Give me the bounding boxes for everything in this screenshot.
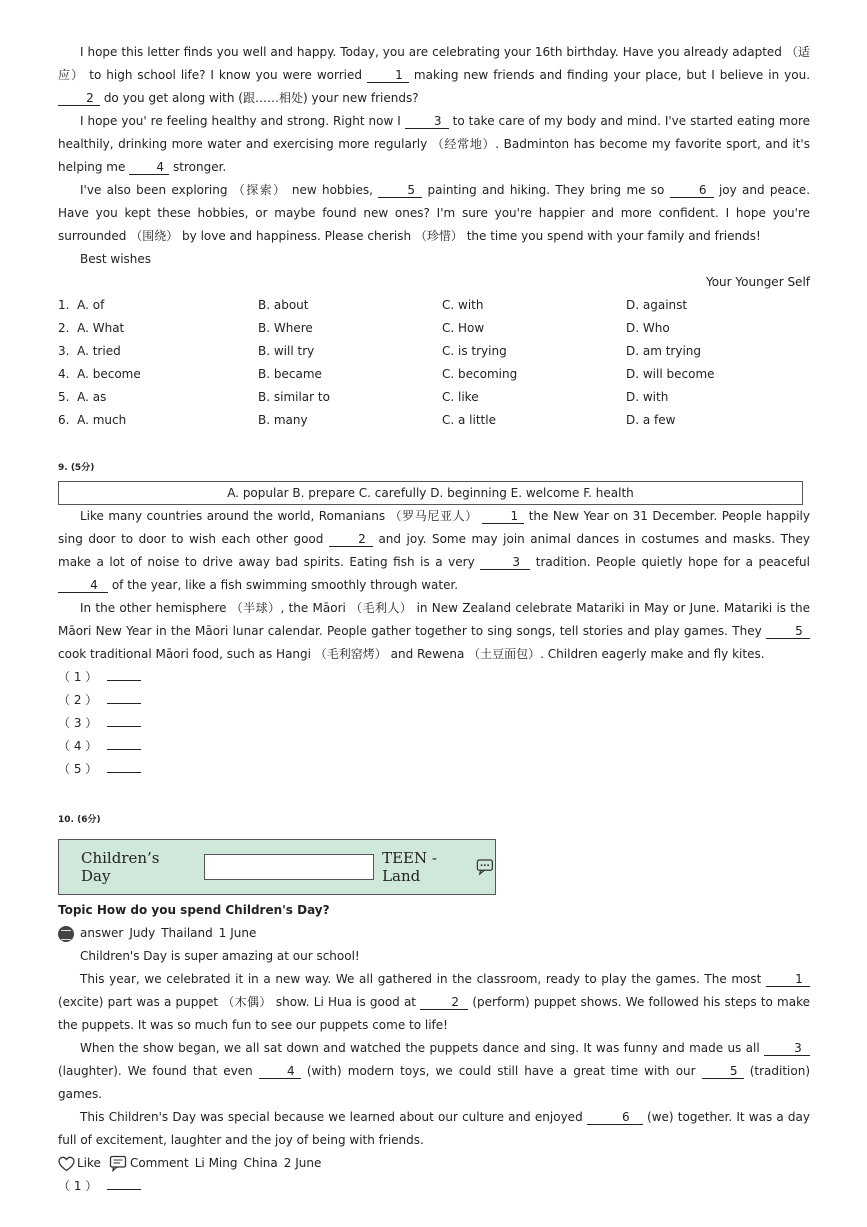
question-number: 1. xyxy=(58,298,70,312)
text: cook traditional Māori food, such as Hangi （毛利窑烤） and Rewena （土豆面包）. Children eagerly make and fly kites. xyxy=(58,647,765,661)
text: tradition. People quietly hope for a peaceful xyxy=(530,555,810,569)
option-b[interactable]: B. many xyxy=(258,413,308,427)
banner-search-box[interactable] xyxy=(204,854,374,880)
heart-icon[interactable] xyxy=(58,1156,75,1172)
text: making new friends and finding your place, but I believe in you. xyxy=(408,68,811,82)
answer-line-4[interactable] xyxy=(58,735,810,758)
question-10-header: 10. (6分) xyxy=(58,815,101,825)
answer-label: （ 4 ） xyxy=(58,739,98,753)
option-c[interactable]: C. a little xyxy=(442,413,496,427)
globe-icon xyxy=(58,926,74,942)
text: (we) together. It was a day full of excitement, laughter and the joy of being with friends. xyxy=(58,1110,810,1147)
blank-1: 1 xyxy=(367,68,409,83)
text: painting and hiking. They bring me so xyxy=(422,183,670,197)
text: (tradition) games. xyxy=(58,1064,810,1101)
answer-line-5[interactable] xyxy=(58,758,810,781)
question-number: 6. xyxy=(58,413,70,427)
banner-site-name: TEEN - Land xyxy=(382,849,437,885)
worksheet-page xyxy=(58,41,810,1198)
answer-line-2[interactable] xyxy=(58,689,810,712)
text: I've also been exploring （探索） new hobbies, xyxy=(80,183,379,197)
option-c[interactable]: C. becoming xyxy=(442,367,518,381)
option-row-3 xyxy=(58,340,810,363)
option-c[interactable]: C. How xyxy=(442,321,485,335)
option-d[interactable]: D. with xyxy=(626,390,669,404)
blank-6: 6 xyxy=(587,1110,643,1125)
blank-5: 5 xyxy=(702,1064,744,1079)
letter-closing: Best wishes xyxy=(80,252,152,266)
text: stronger. xyxy=(169,160,227,174)
question-number: 5. xyxy=(58,390,70,404)
option-d[interactable]: D. Who xyxy=(626,321,670,335)
commenter-country: China xyxy=(243,1156,278,1170)
word-bank: A. popular B. prepare C. carefully D. beginning E. welcome F. health xyxy=(58,481,803,505)
topic-title: Topic How do you spend Children's Day? xyxy=(58,903,330,917)
text: This Children's Day was special because we learned about our culture and enjoyed xyxy=(80,1110,587,1124)
option-d[interactable]: D. a few xyxy=(626,413,676,427)
options-list xyxy=(58,294,810,432)
q9-paragraph-2 xyxy=(58,597,810,666)
question-number: 2. xyxy=(58,321,70,335)
answer-line-1[interactable] xyxy=(58,666,810,689)
question-9-header: 9. (5分) xyxy=(58,463,95,473)
answer-label: （ 3 ） xyxy=(58,716,98,730)
option-d[interactable]: D. against xyxy=(626,298,688,312)
answer-blank[interactable] xyxy=(107,670,141,681)
letter-paragraph-3 xyxy=(58,179,810,248)
text: Like many countries around the world, Romanians （罗马尼亚人） xyxy=(80,509,483,523)
option-b[interactable]: B. about xyxy=(258,298,309,312)
text: and joy. Some may join animal dances in costumes and masks. They make a lot of noise to drive away bad spirits. Eating fish is a very xyxy=(58,532,810,569)
option-b[interactable]: B. similar to xyxy=(258,390,330,404)
comment-icon[interactable] xyxy=(109,1155,127,1172)
question-number: 3. xyxy=(58,344,70,358)
blank-2: 2 xyxy=(420,995,468,1010)
post-paragraph-3 xyxy=(58,1106,810,1152)
option-b[interactable]: B. Where xyxy=(258,321,313,335)
q10-answer-line-1[interactable] xyxy=(58,1175,810,1198)
blank-4: 4 xyxy=(129,160,169,175)
blank-5: 5 xyxy=(378,183,422,198)
author-country: Thailand xyxy=(161,926,213,940)
letter-paragraph-1 xyxy=(58,41,810,110)
text: to take care of my body and mind. I've started eating more healthily, drinking more water and exercising more regularly （经常地）. Badminton has become my favorite sport, and it's helping me xyxy=(58,114,811,174)
post-date: 1 June xyxy=(218,926,257,940)
option-row-4 xyxy=(58,363,810,386)
option-c[interactable]: C. like xyxy=(442,390,479,404)
blank-1: 1 xyxy=(766,972,810,987)
text: do you get along with (跟……相处) your new friends? xyxy=(100,91,419,105)
text: (excite) part was a puppet （木偶） show. Li Hua is good at xyxy=(58,995,421,1009)
option-a[interactable]: A. become xyxy=(77,367,141,381)
letter-paragraph-2 xyxy=(58,110,810,179)
text: I hope you' re feeling healthy and strong. Right now I xyxy=(80,114,405,128)
option-a[interactable]: A. much xyxy=(77,413,127,427)
text: the New Year on 31 December. People happily sing door to door to wish each other good xyxy=(58,509,810,546)
text: joy and peace. Have you kept these hobbies, or maybe found new ones? I'm sure you're happier and more confident. I hope you're surrounded （围绕） by love and happiness. Please cherish （珍惜） the time you spend with your family and friends! xyxy=(58,183,811,243)
option-c[interactable]: C. with xyxy=(442,298,484,312)
option-b[interactable]: B. became xyxy=(258,367,322,381)
option-d[interactable]: D. will become xyxy=(626,367,715,381)
answer-blank[interactable] xyxy=(107,762,141,773)
letter-signature: Your Younger Self xyxy=(705,275,810,289)
answer-label: （ 1 ） xyxy=(58,1179,98,1193)
text: (perform) puppet shows. We followed his steps to make the puppets. It was so much fun to see our puppets come to life! xyxy=(58,995,810,1032)
blank-5: 5 xyxy=(766,624,810,639)
post-paragraph-1 xyxy=(58,968,810,1037)
blank-4: 4 xyxy=(58,578,108,593)
option-row-6 xyxy=(58,409,810,432)
text: (laughter). We found that even xyxy=(58,1064,259,1078)
post-line-1: Children's Day is super amazing at our school! xyxy=(80,949,360,963)
comment-button[interactable]: Comment xyxy=(129,1156,189,1170)
post-paragraph-2 xyxy=(58,1037,810,1106)
blank-3: 3 xyxy=(480,555,530,570)
question-number: 4. xyxy=(58,367,70,381)
text: I hope this letter finds you well and happy. Today, you are celebrating your 16th birthday. Have you already adapted （适应） to high school life? I know you were worried xyxy=(58,45,810,82)
text: (with) modern toys, we could still have a great time with our xyxy=(300,1064,702,1078)
commenter-name: Li Ming xyxy=(194,1156,238,1170)
blank-6: 6 xyxy=(670,183,714,198)
post-meta xyxy=(58,922,810,945)
chat-icon xyxy=(476,858,495,876)
blank-3: 3 xyxy=(405,114,449,129)
option-row-1 xyxy=(58,294,810,317)
option-a[interactable]: A. tried xyxy=(77,344,121,358)
blank-2: 2 xyxy=(58,91,100,106)
author-name: Judy xyxy=(129,926,156,940)
text: When the show began, we all sat down and watched the puppets dance and sing. It was funny and made us all xyxy=(80,1041,764,1055)
comment-date: 2 June xyxy=(283,1156,322,1170)
text: of the year, like a fish swimming smoothly through water. xyxy=(108,578,459,592)
answer-label: （ 2 ） xyxy=(58,693,98,707)
option-a[interactable]: A. as xyxy=(77,390,107,404)
q9-paragraph-1 xyxy=(58,505,810,597)
option-row-5 xyxy=(58,386,810,409)
option-c[interactable]: C. is trying xyxy=(442,344,507,358)
like-button[interactable]: Like xyxy=(77,1156,101,1170)
answer-blank[interactable] xyxy=(107,1179,141,1190)
blank-3: 3 xyxy=(764,1041,810,1056)
blank-1: 1 xyxy=(482,509,524,524)
post-footer xyxy=(58,1152,810,1175)
option-b[interactable]: B. will try xyxy=(258,344,315,358)
option-a[interactable]: A. of xyxy=(77,298,105,312)
answer-blank[interactable] xyxy=(107,693,141,704)
blank-4: 4 xyxy=(259,1064,301,1079)
answer-blank[interactable] xyxy=(107,739,141,750)
option-row-2 xyxy=(58,317,810,340)
option-d[interactable]: D. am trying xyxy=(626,344,702,358)
text: In the other hemisphere （半球）, the Māori （毛利人） in New Zealand celebrate Matariki in May or June. Matariki is the Māori New Year in the Māori lunar calendar. People gather together to sing songs, tell stories and play games. They xyxy=(58,601,810,638)
option-a[interactable]: A. What xyxy=(77,321,125,335)
banner-title: Children’s Day xyxy=(81,849,160,885)
answer-line-3[interactable] xyxy=(58,712,810,735)
answer-blank[interactable] xyxy=(107,716,141,727)
text: This year, we celebrated it in a new way. We all gathered in the classroom, ready to play the games. The most xyxy=(80,972,766,986)
answer-label: answer xyxy=(80,926,124,940)
teen-land-banner xyxy=(58,839,496,895)
answer-label: （ 1 ） xyxy=(58,670,98,684)
answer-label: （ 5 ） xyxy=(58,762,98,776)
blank-2: 2 xyxy=(329,532,373,547)
